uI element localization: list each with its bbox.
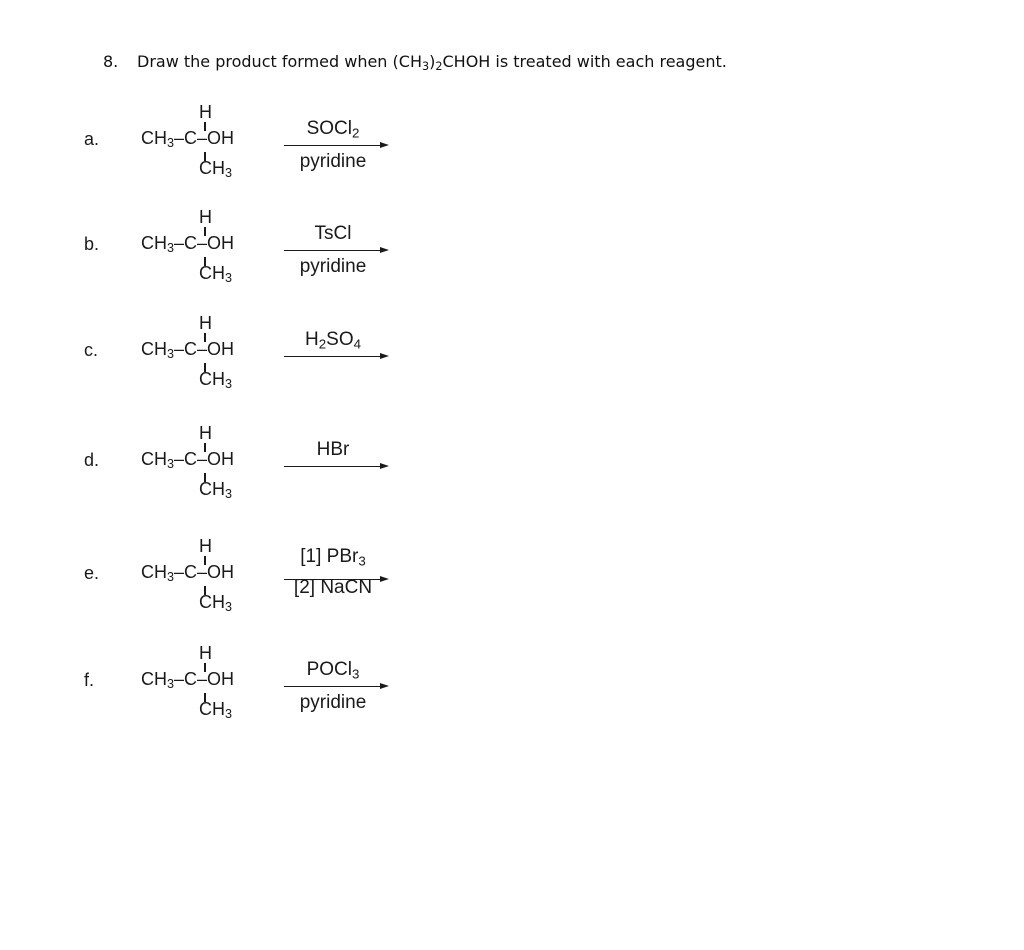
arrow-head-icon — [380, 463, 389, 469]
hydroxyl-group: OH — [207, 128, 235, 148]
methyl-left: CH — [141, 562, 167, 582]
problem-letter: c. — [84, 340, 99, 360]
reagent-above-text: SOCl — [306, 118, 352, 139]
hydroxyl-group: OH — [207, 233, 235, 253]
problem-letter: b. — [84, 234, 100, 254]
hydroxyl-group: OH — [207, 449, 235, 469]
reagent-above — [284, 546, 382, 568]
main-chain — [141, 233, 234, 254]
carbon-atom: C — [184, 562, 198, 582]
main-chain — [141, 449, 234, 470]
reaction-arrow — [284, 311, 388, 401]
hydrogen-atom: H — [199, 536, 212, 556]
reagent-below-text: pyridine — [299, 256, 367, 277]
arrow-head-icon — [380, 247, 389, 253]
reaction-arrow — [284, 100, 388, 190]
reagent-below — [284, 256, 382, 278]
reagent-above-sub: 2 — [352, 125, 360, 141]
problem-letter: a. — [84, 129, 100, 149]
hydroxyl-group: OH — [207, 669, 235, 689]
reaction-arrow — [284, 534, 388, 624]
arrow-shaft — [284, 356, 382, 357]
methyl-bottom-text: CH — [199, 479, 225, 499]
question-sub-1: 3 — [421, 59, 430, 73]
main-chain — [141, 128, 234, 149]
arrow-head-icon — [380, 142, 389, 148]
methyl-bottom-sub: 3 — [225, 487, 233, 502]
reactant-structure — [141, 641, 281, 731]
reactant-structure — [141, 205, 281, 295]
reagent-above — [284, 223, 382, 245]
methyl-left: CH — [141, 128, 167, 148]
arrow-shaft — [284, 466, 382, 467]
problem-item — [0, 100, 420, 190]
reagent-below — [284, 577, 382, 599]
bond-left: – — [174, 339, 185, 359]
reagent-above-text: [1] PBr — [300, 546, 359, 567]
problem-item — [0, 641, 420, 731]
reagent-above-sub: 3 — [352, 666, 360, 682]
question-suffix: CHOH is treated with each reagent. — [442, 52, 727, 71]
methyl-bottom-sub: 3 — [225, 271, 233, 286]
hydroxyl-group: OH — [207, 339, 235, 359]
bond-right: – — [197, 339, 208, 359]
methyl-left-sub: 3 — [167, 457, 175, 472]
reagent-above-sub: 3 — [358, 553, 366, 569]
bond-right: – — [197, 562, 208, 582]
bond-left: – — [174, 233, 185, 253]
methyl-bottom — [199, 369, 232, 390]
bond-right: – — [197, 233, 208, 253]
problem-item — [0, 311, 420, 401]
methyl-bottom — [199, 592, 232, 613]
carbon-atom: C — [184, 449, 198, 469]
hydrogen-atom: H — [199, 102, 212, 122]
hydrogen-atom: H — [199, 643, 212, 663]
bond-left: – — [174, 128, 185, 148]
reagent-below-text: pyridine — [299, 151, 367, 172]
carbon-atom: C — [184, 233, 198, 253]
main-chain — [141, 669, 234, 690]
methyl-left: CH — [141, 233, 167, 253]
hydrogen-atom: H — [199, 423, 212, 443]
carbon-atom: C — [184, 128, 198, 148]
methyl-bottom — [199, 699, 232, 720]
reagent-below-text: pyridine — [299, 692, 367, 713]
bond-left: – — [174, 562, 185, 582]
reagent-below — [284, 151, 382, 173]
methyl-bottom-sub: 3 — [225, 707, 233, 722]
methyl-left-sub: 3 — [167, 570, 175, 585]
methyl-left: CH — [141, 449, 167, 469]
main-chain — [141, 339, 234, 360]
reagent-below-text: [2] NaCN — [293, 577, 373, 598]
carbon-atom: C — [184, 669, 198, 689]
reactant-structure — [141, 311, 281, 401]
reaction-arrow — [284, 205, 388, 295]
question-sub-2: 2 — [435, 59, 443, 73]
main-chain — [141, 562, 234, 583]
methyl-bottom-sub: 3 — [225, 166, 233, 181]
methyl-bottom-text: CH — [199, 592, 225, 612]
problem-item — [0, 421, 420, 511]
reactant-structure — [141, 421, 281, 511]
question-prefix: Draw the product formed when (CH — [137, 52, 422, 71]
methyl-left-sub: 3 — [167, 241, 175, 256]
question-mid: ) — [429, 52, 436, 71]
reagent-above — [284, 329, 382, 351]
methyl-left: CH — [141, 339, 167, 359]
question-text — [103, 52, 727, 71]
arrow-shaft — [284, 145, 382, 146]
reagent-below — [284, 692, 382, 714]
reaction-arrow — [284, 641, 388, 731]
reagent-above — [284, 659, 382, 681]
reagent-so: SO — [326, 329, 354, 350]
reagent-above-text: TsCl — [314, 223, 352, 244]
arrow-head-icon — [380, 683, 389, 689]
reagent-h-sub: 2 — [318, 336, 327, 352]
methyl-left-sub: 3 — [167, 347, 175, 362]
reactant-structure — [141, 534, 281, 624]
reaction-arrow — [284, 421, 388, 511]
bond-left: – — [174, 669, 185, 689]
methyl-bottom-text: CH — [199, 369, 225, 389]
reagent-o-sub: 4 — [353, 336, 361, 352]
problem-letter: e. — [84, 563, 100, 583]
methyl-bottom-text: CH — [199, 158, 225, 178]
reagent-above — [284, 118, 382, 140]
hydrogen-atom: H — [199, 207, 212, 227]
methyl-left-sub: 3 — [167, 677, 175, 692]
problem-item — [0, 205, 420, 295]
arrow-shaft — [284, 686, 382, 687]
reagent-above-text: HBr — [316, 439, 350, 460]
problem-item — [0, 534, 420, 624]
bond-right: – — [197, 669, 208, 689]
reagent-h: H — [305, 329, 319, 350]
problem-letter: d. — [84, 450, 100, 470]
bond-left: – — [174, 449, 185, 469]
methyl-left-sub: 3 — [167, 136, 175, 151]
reactant-structure — [141, 100, 281, 190]
bond-right: – — [197, 128, 208, 148]
methyl-bottom-sub: 3 — [225, 377, 233, 392]
methyl-bottom — [199, 479, 232, 500]
methyl-bottom — [199, 263, 232, 284]
carbon-atom: C — [184, 339, 198, 359]
reagent-above-text: POCl — [306, 659, 352, 680]
methyl-bottom-text: CH — [199, 699, 225, 719]
methyl-left: CH — [141, 669, 167, 689]
problem-letter: f. — [84, 670, 95, 690]
methyl-bottom-sub: 3 — [225, 600, 233, 615]
methyl-bottom-text: CH — [199, 263, 225, 283]
question-number: 8. — [103, 52, 119, 71]
reagent-above — [284, 439, 382, 461]
arrow-shaft — [284, 250, 382, 251]
bond-right: – — [197, 449, 208, 469]
hydroxyl-group: OH — [207, 562, 235, 582]
methyl-bottom — [199, 158, 232, 179]
hydrogen-atom: H — [199, 313, 212, 333]
arrow-head-icon — [380, 353, 389, 359]
